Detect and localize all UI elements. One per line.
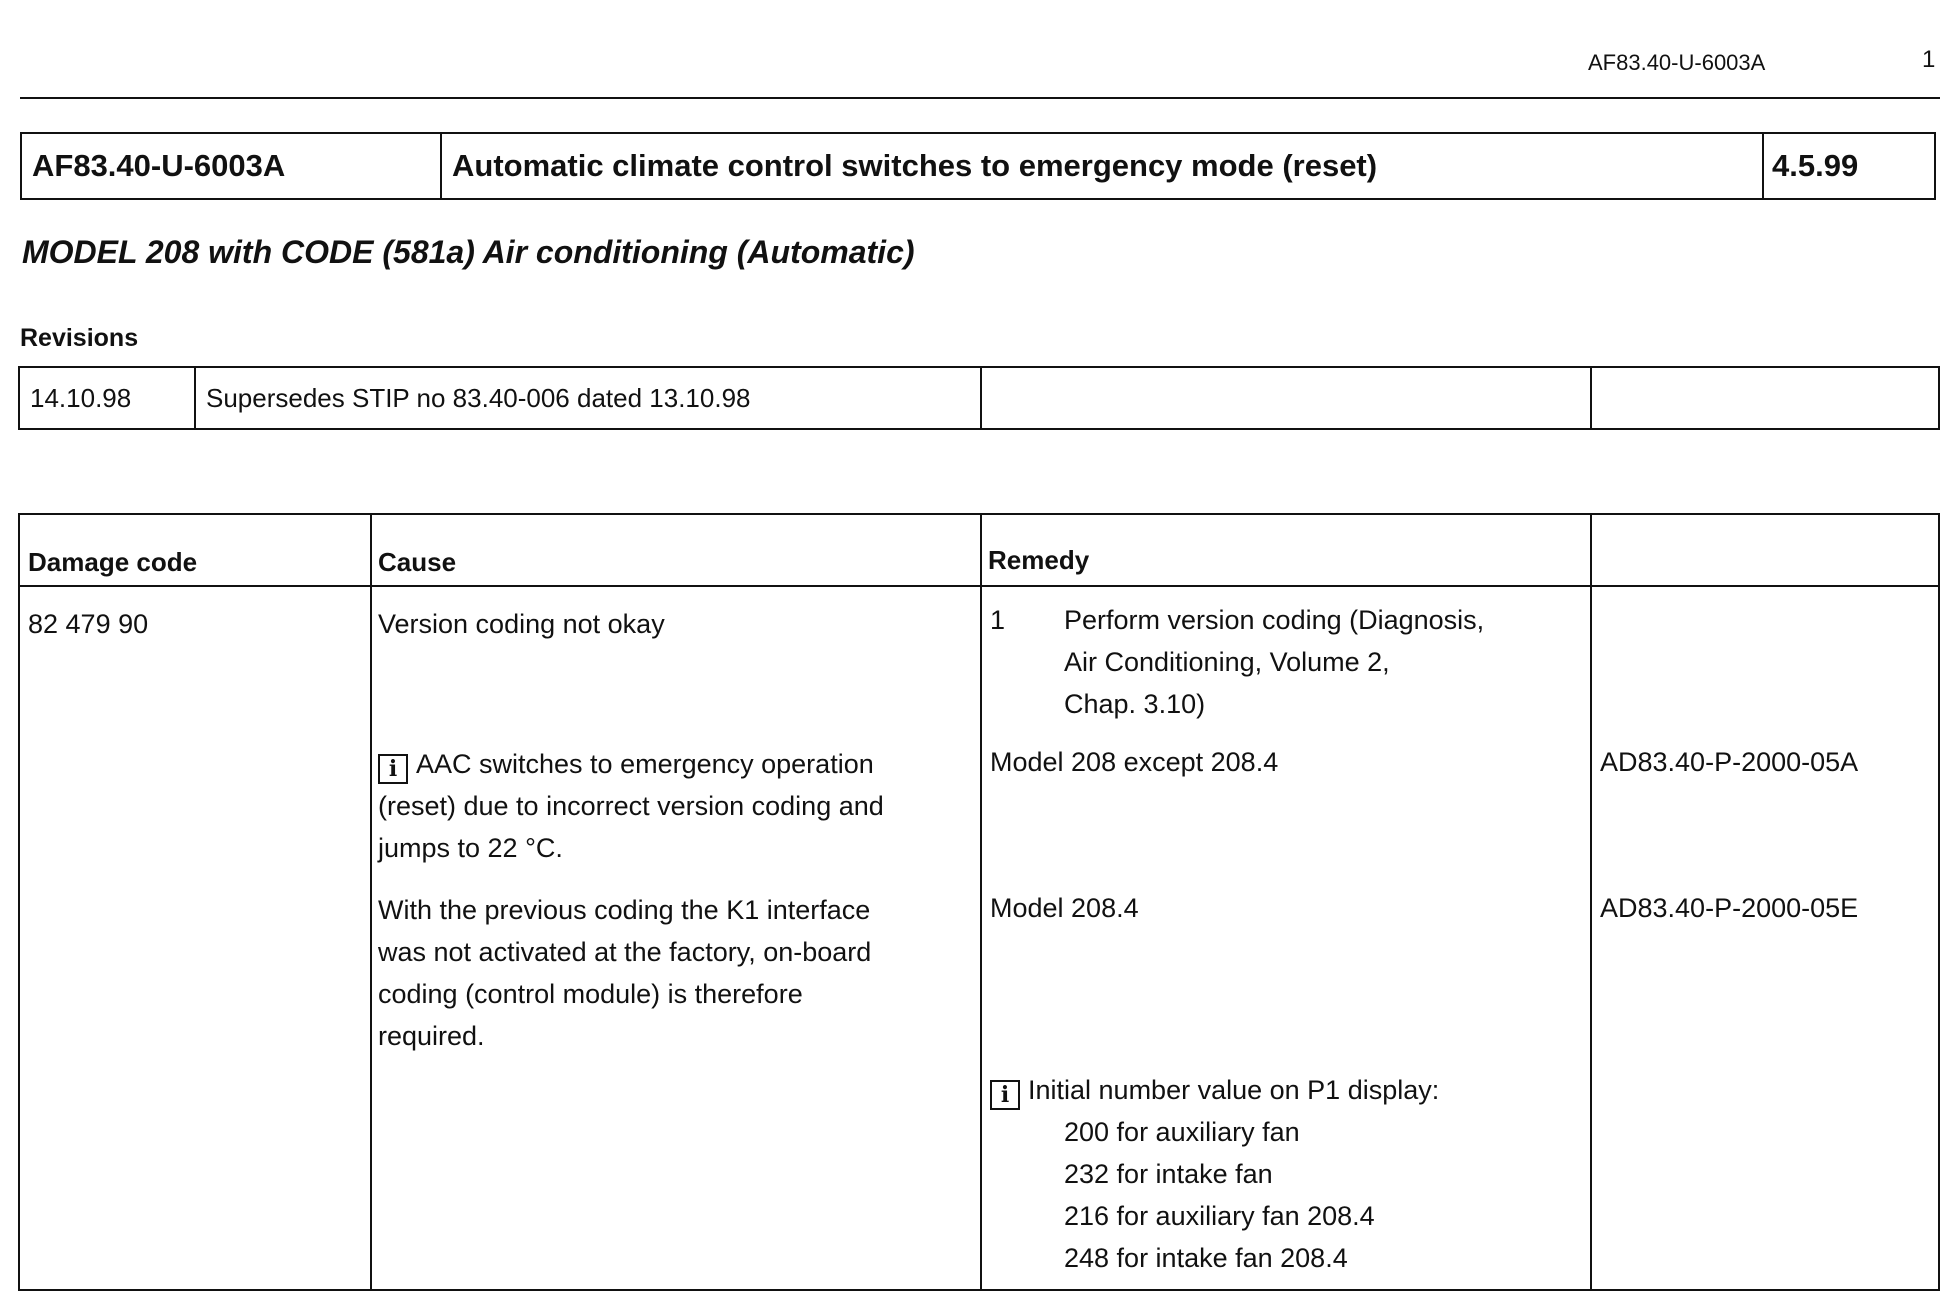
- cause-coding-note: [378, 889, 978, 1057]
- revisions-table: [18, 366, 1940, 430]
- model-line: MODEL 208 with CODE (581a) Air conditioning (Automatic): [22, 234, 915, 270]
- cause-note-line: was not activated at the factory, on-board: [378, 937, 872, 967]
- cause-info-line: jumps to 22 °C.: [378, 833, 563, 863]
- header-divider: [20, 585, 1938, 587]
- remedy-info-title: Initial number value on P1 display:: [1028, 1075, 1440, 1105]
- info-icon: i: [378, 754, 408, 784]
- cause-info-line: AAC switches to emergency operation: [416, 749, 874, 779]
- header-cause: Cause: [378, 547, 457, 577]
- revision-empty-cell: [1592, 368, 1938, 428]
- info-icon: i: [990, 1080, 1020, 1110]
- reference-model-b: AD83.40-P-2000-05E: [1600, 893, 1859, 923]
- revision-date: 14.10.98: [20, 368, 196, 428]
- remedy-info-value: 232 for intake fan: [1064, 1159, 1273, 1189]
- header-damage-code: Damage code: [28, 547, 198, 577]
- cause-info-note: [378, 743, 978, 869]
- damage-code: 82 479 90: [28, 609, 149, 639]
- header-remedy: Remedy: [988, 545, 1090, 575]
- step-number: 1: [990, 605, 1006, 635]
- damage-table: [18, 513, 1940, 1291]
- remedy-step-line: Air Conditioning, Volume 2,: [1064, 647, 1390, 677]
- header-rule: [20, 97, 1940, 99]
- document-date: 4.5.99: [1762, 134, 1934, 198]
- column-divider: [980, 515, 982, 1289]
- page-number: 1: [1922, 46, 1936, 73]
- cause-note-line: required.: [378, 1021, 485, 1051]
- remedy-info-value: 248 for intake fan 208.4: [1064, 1243, 1348, 1273]
- remedy-info-note: [990, 1069, 1580, 1279]
- revision-note: Supersedes STIP no 83.40-006 dated 13.10.98: [196, 368, 982, 428]
- cause-note-line: coding (control module) is therefore: [378, 979, 803, 1009]
- running-header-code: AF83.40-U-6003A: [1588, 50, 1766, 75]
- remedy-step-1: [990, 599, 1580, 725]
- remedy-step-line: Perform version coding (Diagnosis,: [1064, 605, 1485, 635]
- remedy-model-b: Model 208.4: [990, 893, 1139, 923]
- revisions-label: Revisions: [20, 324, 139, 352]
- cause-main: Version coding not okay: [378, 609, 665, 639]
- remedy-info-value: 216 for auxiliary fan 208.4: [1064, 1201, 1375, 1231]
- column-divider: [1590, 515, 1592, 1289]
- document-title: Automatic climate control switches to emergency mode (reset): [452, 148, 1378, 183]
- revision-empty-cell: [982, 368, 1592, 428]
- remedy-model-a: Model 208 except 208.4: [990, 747, 1279, 777]
- document-code: AF83.40-U-6003A: [22, 134, 442, 198]
- remedy-step-line: Chap. 3.10): [1064, 689, 1206, 719]
- reference-model-a: AD83.40-P-2000-05A: [1600, 747, 1859, 777]
- title-box: [20, 132, 1936, 200]
- column-divider: [370, 515, 372, 1289]
- remedy-info-value: 200 for auxiliary fan: [1064, 1117, 1300, 1147]
- cause-note-line: With the previous coding the K1 interface: [378, 895, 871, 925]
- cause-info-line: (reset) due to incorrect version coding and: [378, 791, 884, 821]
